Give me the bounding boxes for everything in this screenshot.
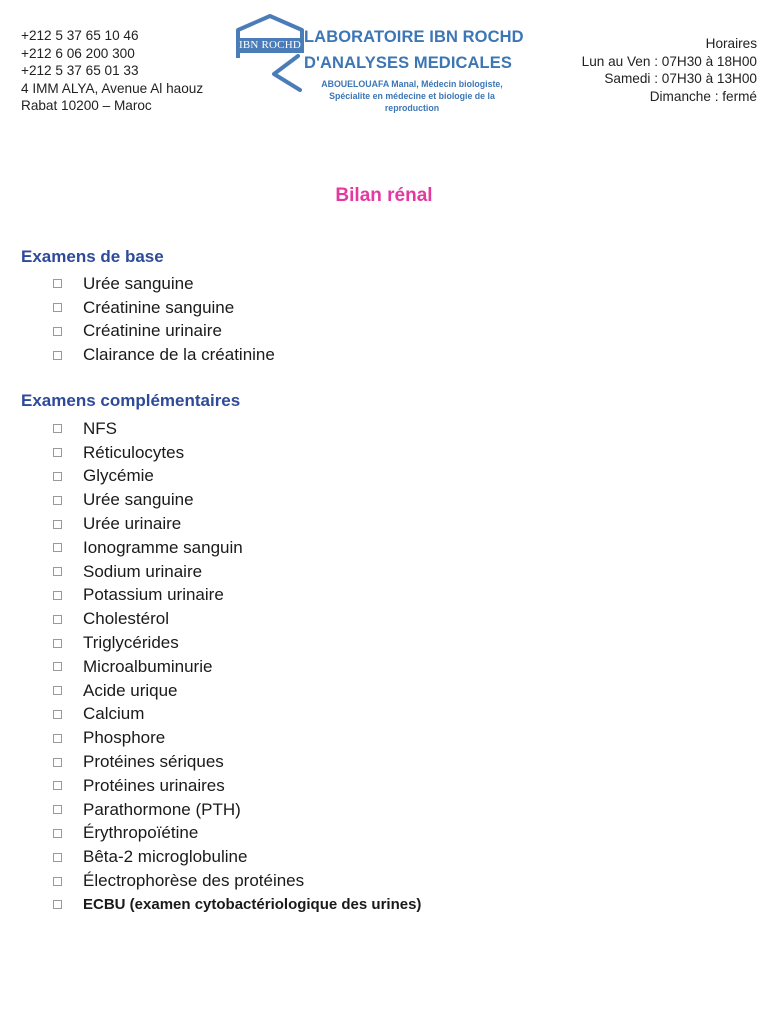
section-heading-complementary: Examens complémentaires — [21, 391, 241, 410]
list-item[interactable] — [53, 798, 421, 822]
checkbox[interactable] — [53, 279, 62, 288]
item-label: Érythropoïétine — [83, 823, 199, 843]
checkbox[interactable] — [53, 496, 62, 505]
logo-badge: IBN ROCHD — [236, 38, 304, 53]
checklist-base — [53, 272, 275, 367]
item-label: Microalbuminurie — [83, 656, 213, 676]
checkbox[interactable] — [53, 710, 62, 719]
list-item[interactable] — [53, 465, 421, 489]
contact-block — [21, 27, 203, 115]
list-item[interactable] — [53, 679, 421, 703]
checkbox[interactable] — [53, 424, 62, 433]
phone-line-1: +212 5 37 65 10 46 — [21, 28, 139, 43]
document-title: Bilan rénal — [335, 185, 433, 206]
item-label: Électrophorèse des protéines — [83, 871, 305, 891]
list-item[interactable] — [53, 320, 275, 344]
list-item[interactable] — [53, 893, 421, 917]
item-label: Calcium — [83, 704, 145, 724]
hours-saturday: Samedi : 07H30 à 13H00 — [604, 71, 757, 87]
item-label: ECBU (examen cytobactériologique des urines) — [83, 896, 422, 914]
checkbox[interactable] — [53, 900, 62, 909]
checkbox[interactable] — [53, 662, 62, 671]
checkbox[interactable] — [53, 758, 62, 767]
checkbox[interactable] — [53, 327, 62, 336]
checkbox[interactable] — [53, 781, 62, 790]
list-item[interactable] — [53, 750, 421, 774]
item-label: Créatinine sanguine — [83, 297, 235, 317]
checkbox[interactable] — [53, 734, 62, 743]
item-label: Phosphore — [83, 728, 166, 748]
list-item[interactable] — [53, 512, 421, 536]
list-item[interactable] — [53, 845, 421, 869]
list-item[interactable] — [53, 822, 421, 846]
lab-tagline: D'ANALYSES MEDICALES — [304, 54, 512, 72]
phone-line-3: +212 5 37 65 01 33 — [21, 63, 139, 79]
item-label: Réticulocytes — [83, 442, 185, 462]
checklist-complementary — [53, 417, 421, 917]
list-item[interactable] — [53, 774, 421, 798]
item-label: Bêta-2 microglobuline — [83, 847, 248, 867]
checkbox[interactable] — [53, 877, 62, 886]
list-item[interactable] — [53, 417, 421, 441]
address-line-2: Rabat 10200 – Maroc — [21, 98, 152, 114]
item-label: Sodium urinaire — [83, 561, 203, 581]
hours-weekdays: Lun au Ven : 07H30 à 18H00 — [581, 53, 757, 69]
list-item[interactable] — [53, 584, 421, 608]
item-label: Potassium urinaire — [83, 585, 224, 605]
checkbox[interactable] — [53, 448, 62, 457]
list-item[interactable] — [53, 536, 421, 560]
item-label: Urée urinaire — [83, 514, 182, 534]
checkbox[interactable] — [53, 639, 62, 648]
item-label: Ionogramme sanguin — [83, 537, 243, 557]
item-label: Urée sanguine — [83, 273, 194, 293]
item-label: NFS — [83, 418, 117, 438]
item-label: Triglycérides — [83, 633, 179, 653]
lab-name: LABORATOIRE IBN ROCHD — [304, 28, 524, 46]
address-line-1: 4 IMM ALYA, Avenue Al haouz — [21, 80, 204, 96]
checkbox[interactable] — [53, 351, 62, 360]
list-item[interactable] — [53, 726, 421, 750]
item-label: Protéines urinaires — [83, 775, 225, 795]
list-item[interactable] — [53, 703, 421, 727]
checkbox[interactable] — [53, 472, 62, 481]
checkbox[interactable] — [53, 829, 62, 838]
list-item[interactable] — [53, 296, 275, 320]
phone-line-2: +212 6 06 200 300 — [21, 45, 135, 61]
item-label: Parathormone (PTH) — [83, 799, 241, 819]
hours-sunday: Dimanche : fermé — [649, 88, 757, 104]
item-label: Acide urique — [83, 680, 178, 700]
list-item[interactable] — [53, 607, 421, 631]
list-item[interactable] — [53, 869, 421, 893]
lab-logo — [234, 14, 534, 124]
section-heading-base: Examens de base — [21, 247, 164, 266]
item-label: Glycémie — [83, 466, 154, 486]
checkbox[interactable] — [53, 853, 62, 862]
checkbox[interactable] — [53, 303, 62, 312]
checkbox[interactable] — [53, 567, 62, 576]
list-item[interactable] — [53, 343, 275, 367]
list-item[interactable] — [53, 272, 275, 296]
item-label: Protéines sériques — [83, 752, 224, 772]
item-label: Cholestérol — [83, 609, 169, 629]
item-label: Clairance de la créatinine — [83, 345, 275, 365]
opening-hours — [582, 35, 757, 105]
checkbox[interactable] — [53, 591, 62, 600]
item-label: Urée sanguine — [83, 490, 194, 510]
checkbox[interactable] — [53, 543, 62, 552]
lab-logo-mark-icon — [234, 14, 306, 94]
lab-doctor: ABOUELOUAFA Manal, Médecin biologiste, Spécialite en médecine et biologie de la reproduction — [321, 79, 503, 113]
checkbox[interactable] — [53, 805, 62, 814]
checkbox[interactable] — [53, 615, 62, 624]
checkbox[interactable] — [53, 686, 62, 695]
item-label: Créatinine urinaire — [83, 321, 222, 341]
checkbox[interactable] — [53, 520, 62, 529]
list-item[interactable] — [53, 655, 421, 679]
list-item[interactable] — [53, 631, 421, 655]
hours-title: Horaires — [705, 36, 757, 51]
list-item[interactable] — [53, 441, 421, 465]
list-item[interactable] — [53, 488, 421, 512]
list-item[interactable] — [53, 560, 421, 584]
